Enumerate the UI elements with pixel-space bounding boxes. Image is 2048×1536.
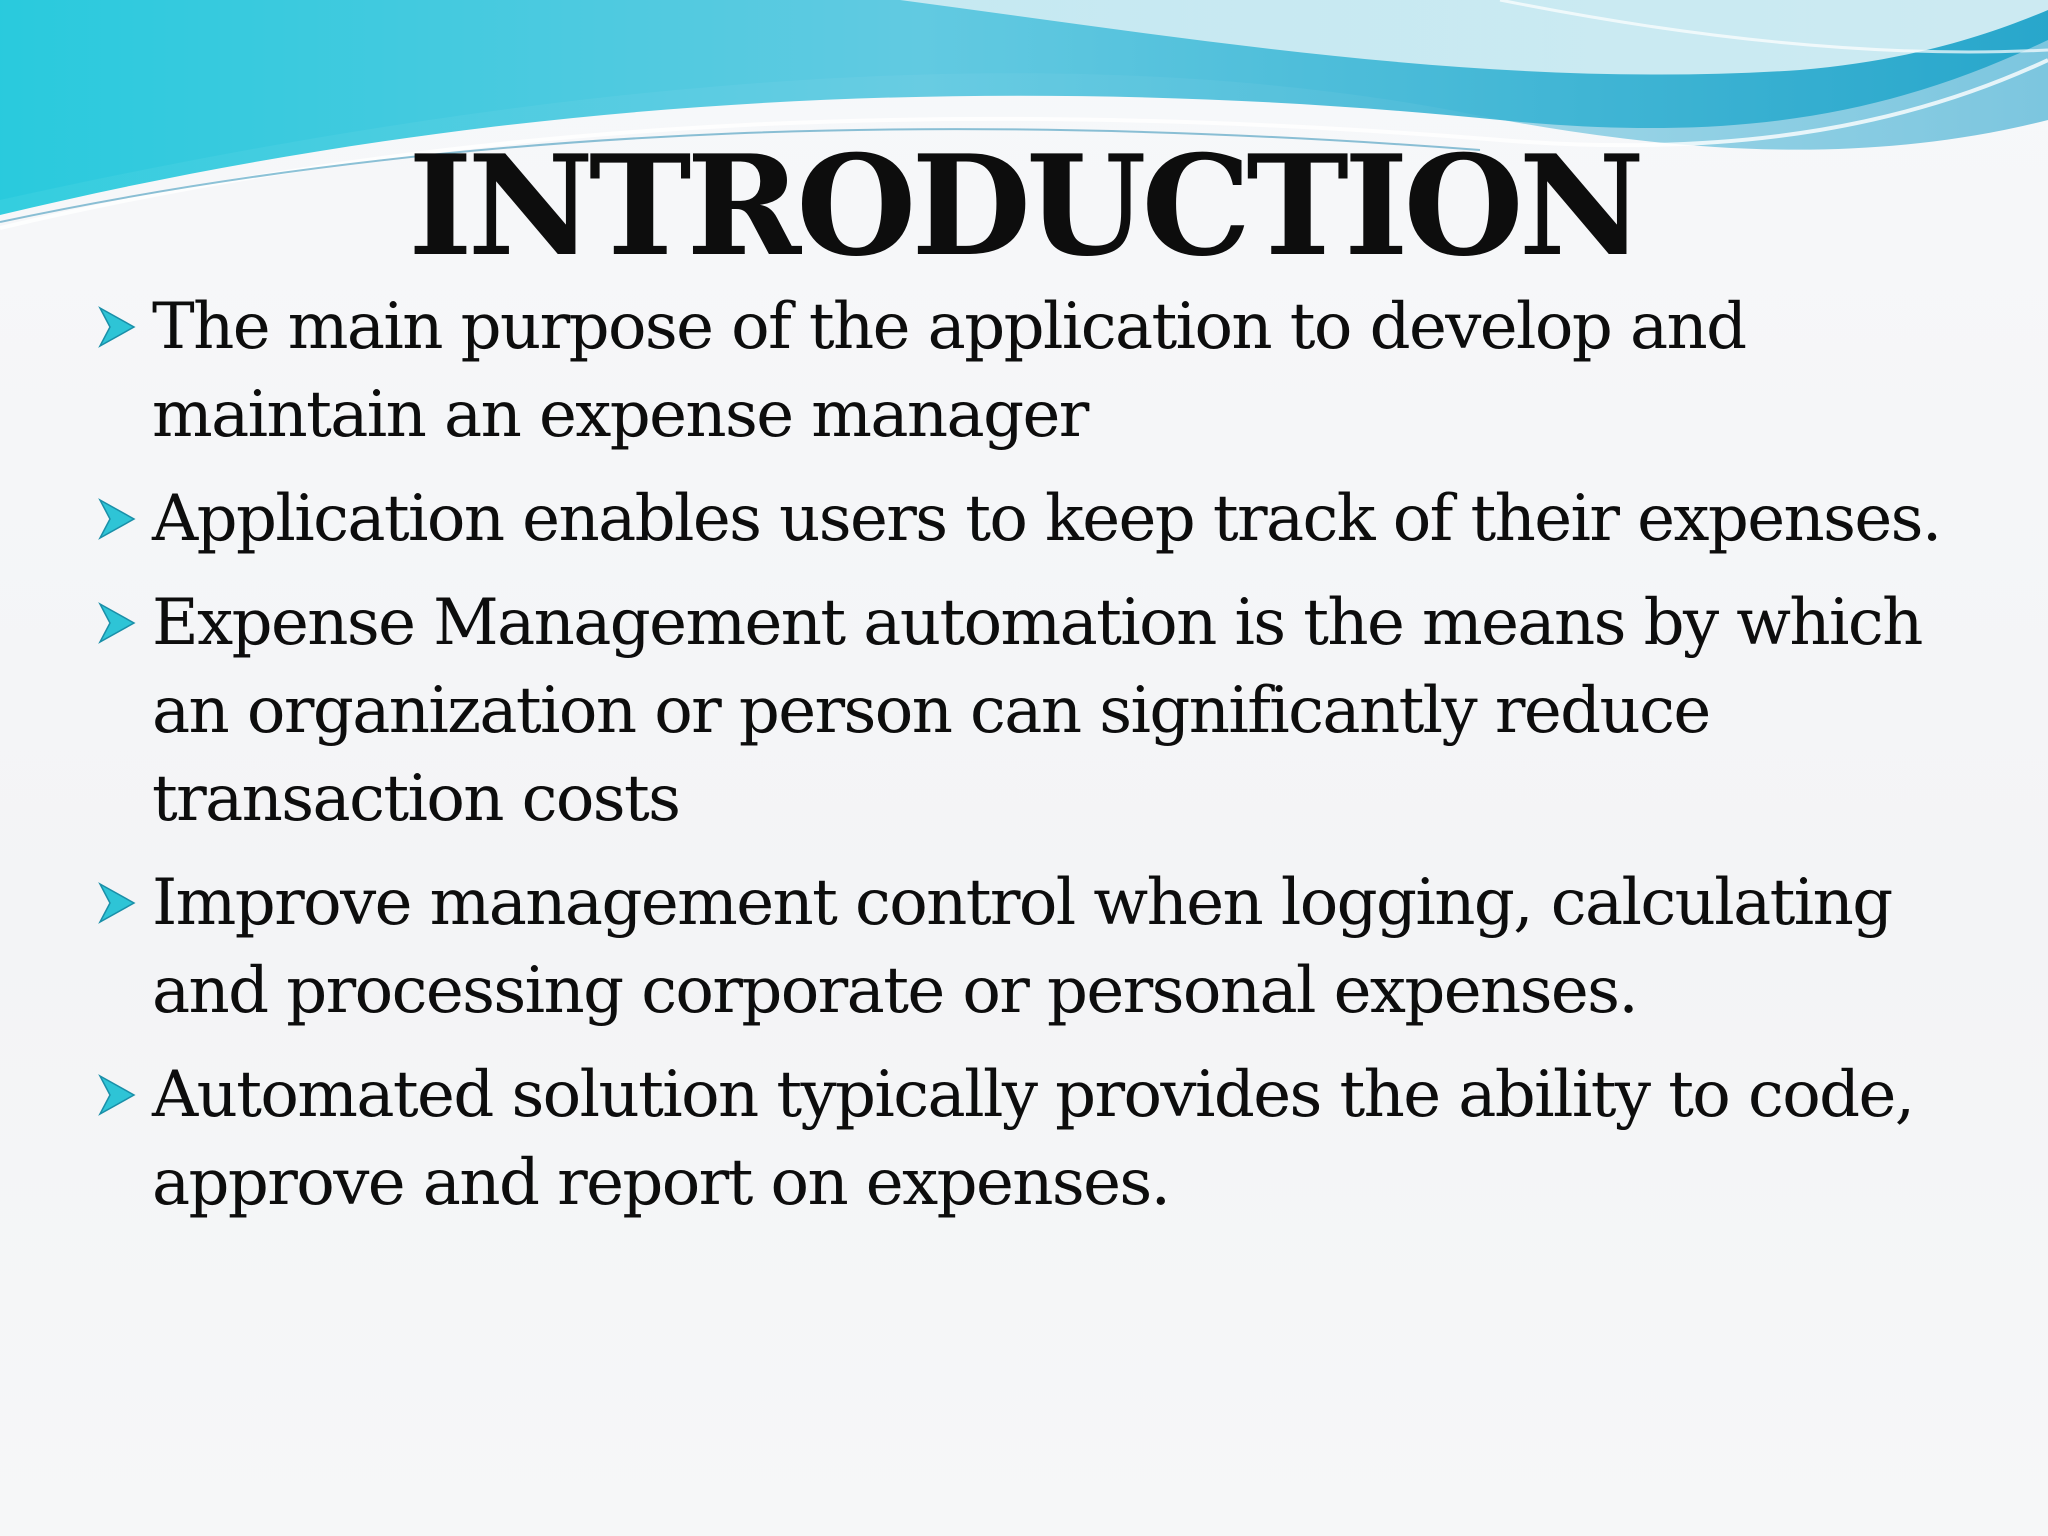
- bullet-list: [96, 283, 2016, 1243]
- arrowhead-bullet-icon: [96, 497, 138, 541]
- bullet-text: Application enables users to keep track of their expenses.: [152, 482, 1941, 556]
- bullet-text: Improve management control when logging, calculating and processing corporate or personal expenses.: [152, 866, 1892, 1028]
- bullet-item: [96, 283, 2016, 459]
- slide-title: INTRODUCTION: [408, 124, 1640, 287]
- arrowhead-bullet-icon: [96, 601, 138, 645]
- bullet-text: The main purpose of the application to develop and maintain an expense manager: [152, 290, 1746, 452]
- bullet-text: Automated solution typically provides the ability to code, approve and report on expenses.: [152, 1058, 1914, 1220]
- bullet-item: [96, 859, 2016, 1035]
- bullet-item: [96, 475, 2016, 563]
- bullet-item: [96, 579, 2016, 843]
- arrowhead-bullet-icon: [96, 305, 138, 349]
- arrowhead-bullet-icon: [96, 881, 138, 925]
- bullet-item: [96, 1051, 2016, 1227]
- bullet-text: Expense Management automation is the means by which an organization or person can significantly reduce transaction costs: [152, 586, 1922, 836]
- arrowhead-bullet-icon: [96, 1073, 138, 1117]
